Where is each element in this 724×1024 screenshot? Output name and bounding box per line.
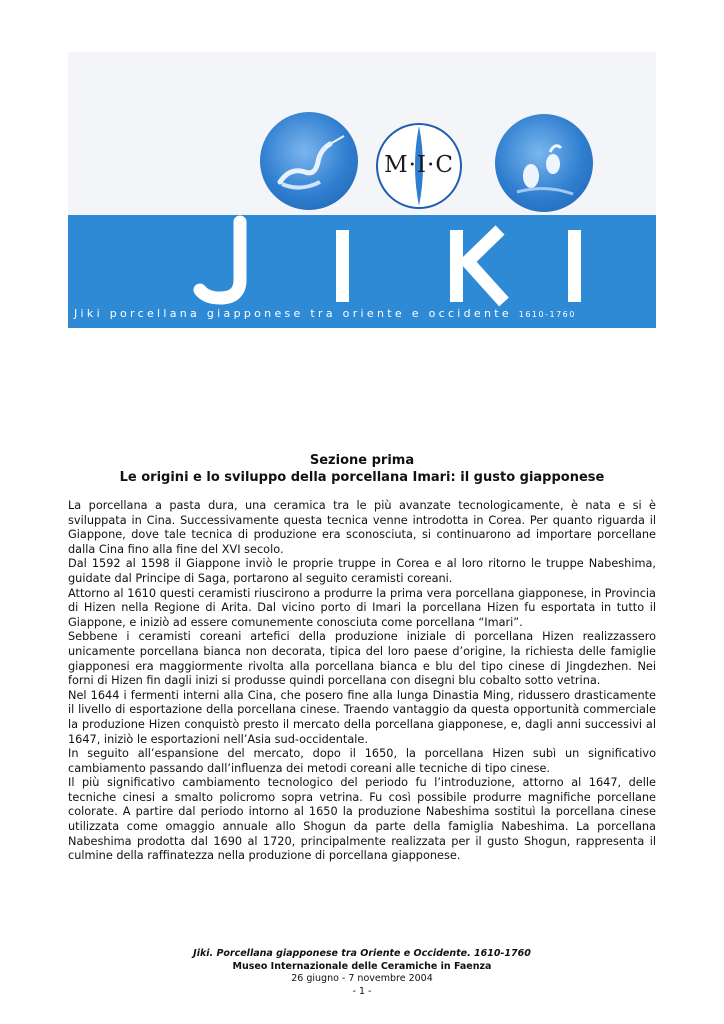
paragraph: Attorno al 1610 questi ceramisti riuscirono a produrre la prima vera porcellana giapponese, in Provincia di Hizen nella Regione di Arita. Dal vicino porto di Imari la porcellana Hizen fu esportata in tutto il Giappone, e iniziò ad essere comunemente conosciuta come porcellana “Imari”. [68, 586, 656, 629]
mic-logo [375, 122, 463, 210]
exhibition-banner [68, 52, 656, 328]
paragraph: Nel 1644 i fermenti interni alla Cina, che posero fine alla lunga Dinastia Ming, ridussero drasticamente il livello di esportazione della porcellana cinese. Traendo vantaggio da questa opportunità commerciale la produzione Hizen conquistò presto il mercato della porcellana giapponese, e, dagli anni successivi al 1647, iniziò le esportazioni nell’Asia sud-occidentale. [68, 688, 656, 746]
heron-plate-image [260, 112, 358, 210]
banner-subtitle-years: 1610-1760 [518, 310, 576, 319]
mic-logo-text: M·I·C [384, 152, 454, 178]
footer-dates: 26 giugno - 7 novembre 2004 [291, 973, 433, 984]
section-title-block [68, 452, 656, 486]
paragraph: Sebbene i ceramisti coreani artefici della produzione iniziale di porcellana Hizen realizzassero unicamente porcellana bianca non decorata, tipica del loro paese d’origine, la richiesta delle famiglie giapponesi era maggiormente rivolta alla porcellana bianca e blu del tipo cinese di Jingdezhen. Nei forni di Hizen fin dagli inizi si produsse quindi porcellana con disegni blu cobalto sotto vetrina. [68, 630, 656, 688]
paragraph: In seguito all’espansione del mercato, dopo il 1650, la porcellana Hizen subì un significativo cambiamento passando dall’influenza dei metodi coreani alle tecniche di tipo cinese. [68, 747, 656, 775]
body-text [68, 499, 656, 864]
section-title: Le origini e lo sviluppo della porcellana Imari: il gusto giapponese [119, 470, 605, 485]
paragraph: Dal 1592 al 1598 il Giappone inviò le proprie truppe in Corea e al loro ritorno le truppe Nabeshima, guidate dal Principe di Saga, portarono al seguito ceramisti coreani. [68, 557, 656, 585]
banner-subtitle [74, 307, 654, 320]
banner-subtitle-text: Jiki porcellana giapponese tra oriente e occidente [74, 307, 512, 320]
footer-exhibition-title: Jiki. Porcellana giapponese tra Oriente e Occidente. 1610-1760 [193, 948, 531, 959]
footer-museum: Museo Internazionale delle Ceramiche in Faenza [232, 960, 492, 972]
page-footer [68, 948, 656, 998]
paragraph: Il più significativo cambiamento tecnologico del periodo fu l’introduzione, attorno al 1647, delle tecniche cinesi a smalto policromo sopra vetrina. Fu così possibile produrre magnifiche porcellane colorate. A partire dal periodo intorno al 1650 la produzione Nabeshima sostituì la porcellana cinese utilizzata come omaggio annuale allo Shogun da parte della famiglia Nabeshima. La porcellana Nabeshima prodotta dal 1690 al 1720, principalmente realizzata per il gusto Shogun, rappresenta il culmine della raffinatezza nella produzione di porcellana giapponese. [68, 776, 656, 863]
paragraph: La porcellana a pasta dura, una ceramica tra le più avanzate tecnologicamente, è nata e si è sviluppata in Cina. Successivamente questa tecnica venne introdotta in Corea. Per quanto riguarda il Giappone, dove tale tecnica di produzione era sconosciuta, si continuarono ad importare porcellane dalla Cina fino alla fine del XVI secolo. [68, 499, 656, 556]
birds-plate-image [495, 114, 593, 212]
section-heading: Sezione prima [309, 453, 415, 468]
page-number: - 1 - [352, 985, 372, 997]
